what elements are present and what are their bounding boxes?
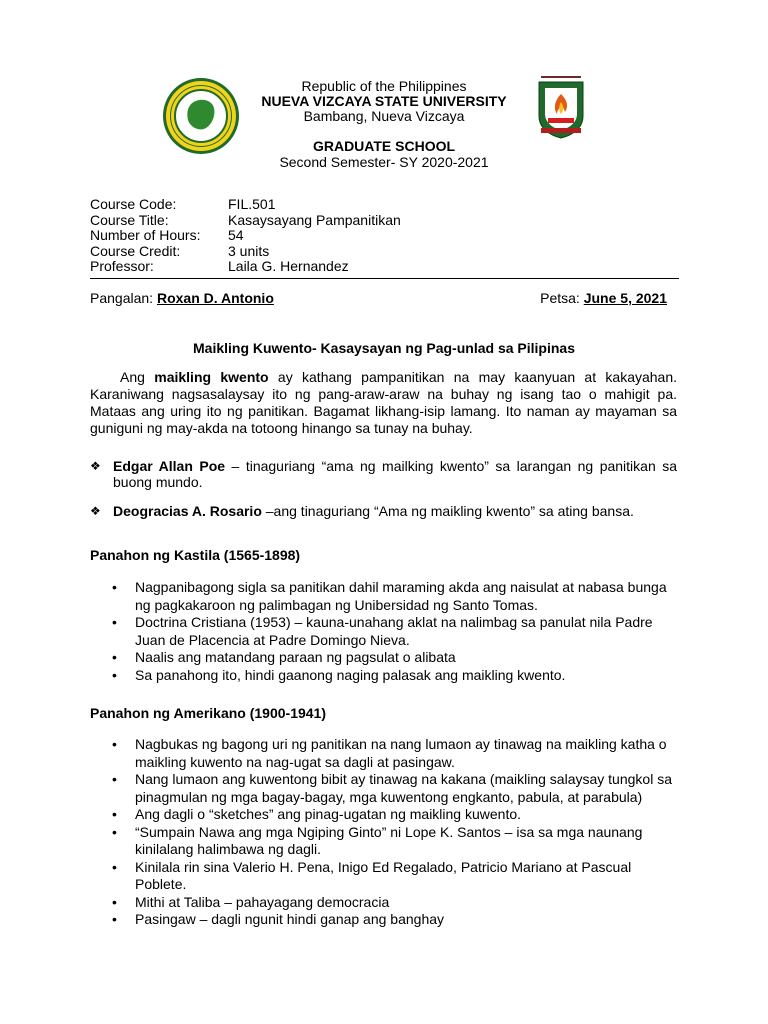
figure-name: Edgar Allan Poe bbox=[113, 458, 226, 474]
university-name: NUEVA VIZCAYA STATE UNIVERSITY bbox=[261, 93, 507, 109]
university-location: Bambang, Nueva Vizcaya bbox=[303, 108, 465, 124]
list-item bbox=[90, 771, 680, 806]
course-info-value: 3 units bbox=[228, 242, 270, 259]
list-item bbox=[90, 649, 680, 667]
header-divider bbox=[90, 278, 679, 279]
list-item bbox=[90, 736, 680, 771]
bullet-icon: • bbox=[112, 579, 117, 595]
list-item-text: “Sumpain Nawa ang mga Ngiping Ginto” ni Lope K. Santos – isa sa mga naunang kinilalang halimbawa ng dagli. bbox=[135, 823, 643, 857]
bullet-icon: • bbox=[112, 614, 117, 630]
intro-paragraph bbox=[90, 369, 677, 437]
course-info-value: 54 bbox=[228, 227, 244, 243]
course-info-label: Professor: bbox=[90, 258, 154, 274]
intro-text: ay kathang pampanitikan na may kaanyuan at kakayahan. Karaniwang nagsasalaysay ito ng pang-araw-araw na buhay ng isang tao o mahigit pa. Mataas ang uring ito ng panitikan. Bagamat likhang-isip lamang. Ito naman ay mayaman sa guniguni ng may-akda na totoong hinango sa tunay na buhay. bbox=[90, 369, 678, 436]
document-title: Maikling Kuwento- Kasaysayan ng Pag-unlad sa Pilipinas bbox=[193, 340, 575, 356]
semester-line: Second Semester- SY 2020-2021 bbox=[279, 154, 489, 170]
list-item bbox=[90, 859, 680, 894]
date-label: Petsa: bbox=[540, 290, 580, 306]
course-info-value: FIL.501 bbox=[228, 196, 276, 212]
list-item bbox=[90, 806, 680, 824]
course-info-row bbox=[90, 244, 401, 260]
list-item-text: Sa panahong ito, hindi gaanong naging palasak ang maikling kwento. bbox=[135, 666, 566, 683]
figure-desc: – tinaguriang “ama ng mailking kwento” sa larangan ng panitikan sa buong mundo. bbox=[113, 458, 678, 490]
section-list bbox=[90, 579, 680, 684]
intro-lead: Ang bbox=[120, 369, 145, 385]
date-group bbox=[540, 290, 667, 306]
list-item-text: Ang dagli o “sketches” ang pinag-ugatan ng maikling kuwento. bbox=[135, 806, 522, 822]
diamond-bullet-icon: ❖ bbox=[90, 504, 101, 518]
republic-line: Republic of the Philippines bbox=[301, 78, 467, 94]
list-item-text: Naalis ang matandang paraan ng pagsulat o alibata bbox=[135, 649, 456, 665]
figure-item bbox=[90, 458, 677, 490]
list-item bbox=[90, 614, 680, 649]
course-info-label: Course Code: bbox=[90, 196, 177, 212]
bullet-icon: • bbox=[112, 806, 117, 822]
course-info-row bbox=[90, 213, 401, 229]
figure-desc: –ang tinaguriang “Ama ng maikling kwento” sa ating bansa. bbox=[265, 503, 634, 519]
bullet-icon: • bbox=[112, 823, 117, 840]
course-info-row bbox=[90, 259, 401, 275]
diamond-bullet-icon: ❖ bbox=[90, 459, 101, 473]
list-item-text: Pasingaw – dagli ngunit hindi ganap ang banghay bbox=[135, 911, 445, 927]
list-item bbox=[90, 824, 680, 859]
section-heading: Panahon ng Amerikano (1900-1941) bbox=[90, 705, 327, 721]
intro-term: maikling kwento bbox=[154, 369, 269, 385]
figure-item bbox=[90, 503, 677, 519]
figure-name: Deogracias A. Rosario bbox=[113, 503, 262, 519]
section-heading: Panahon ng Kastila (1565-1898) bbox=[90, 547, 301, 563]
course-info-label: Course Credit: bbox=[90, 242, 181, 259]
bullet-icon: • bbox=[112, 911, 117, 927]
course-info-label: Number of Hours: bbox=[90, 227, 201, 243]
course-info-row bbox=[90, 228, 401, 244]
name-label: Pangalan: bbox=[90, 290, 154, 306]
bullet-icon: • bbox=[112, 666, 117, 683]
list-item-text: Nang lumaon ang kuwentong bibit ay tinawag na kakana (maikling salaysay tungkol sa pinagmulan ng mga bagay-bagay, mga kuwentong engkanto, pabula, at parabula) bbox=[135, 771, 672, 805]
list-item-text: Doctrina Cristiana (1953) – kauna-unahang aklat na nalimbag sa panulat nila Padre Juan de Placencia at Padre Domingo Nieva. bbox=[135, 614, 653, 648]
list-item-text: Nagpanibagong sigla sa panitikan dahil maraming akda ang naisulat at nabasa bunga ng pagkakaroon ng palimbagan ng Unibersidad ng Santo Tomas. bbox=[135, 579, 667, 613]
list-item-text: Mithi at Taliba – pahayagang democracia bbox=[135, 893, 390, 910]
course-info bbox=[90, 197, 401, 275]
student-line bbox=[90, 290, 667, 306]
course-info-label: Course Title: bbox=[90, 211, 169, 228]
list-item-text: Nagbukas ng bagong uri ng panitikan na nang lumaon ay tinawag na maikling katha o maikling kuwento na nag-ugat sa dagli at pasingaw. bbox=[135, 736, 667, 770]
bullet-icon: • bbox=[112, 736, 117, 752]
bullet-icon: • bbox=[112, 649, 117, 665]
list-item-text: Kinilala rin sina Valerio H. Pena, Inigo Ed Regalado, Patricio Mariano at Pascual Poblete. bbox=[135, 858, 632, 892]
list-item bbox=[90, 894, 680, 912]
bullet-icon: • bbox=[112, 858, 117, 875]
course-info-value: Laila G. Hernandez bbox=[228, 258, 349, 274]
date-value: June 5, 2021 bbox=[583, 290, 667, 306]
student-name: Roxan D. Antonio bbox=[156, 290, 274, 306]
bullet-icon: • bbox=[112, 893, 117, 910]
list-item bbox=[90, 579, 680, 614]
course-info-row bbox=[90, 197, 401, 213]
section-list bbox=[90, 736, 680, 929]
course-info-value: Kasaysayang Pampanitikan bbox=[228, 211, 401, 228]
bullet-icon: • bbox=[112, 771, 117, 787]
school-name: GRADUATE SCHOOL bbox=[312, 138, 456, 154]
list-item bbox=[90, 911, 680, 929]
list-item bbox=[90, 667, 680, 685]
